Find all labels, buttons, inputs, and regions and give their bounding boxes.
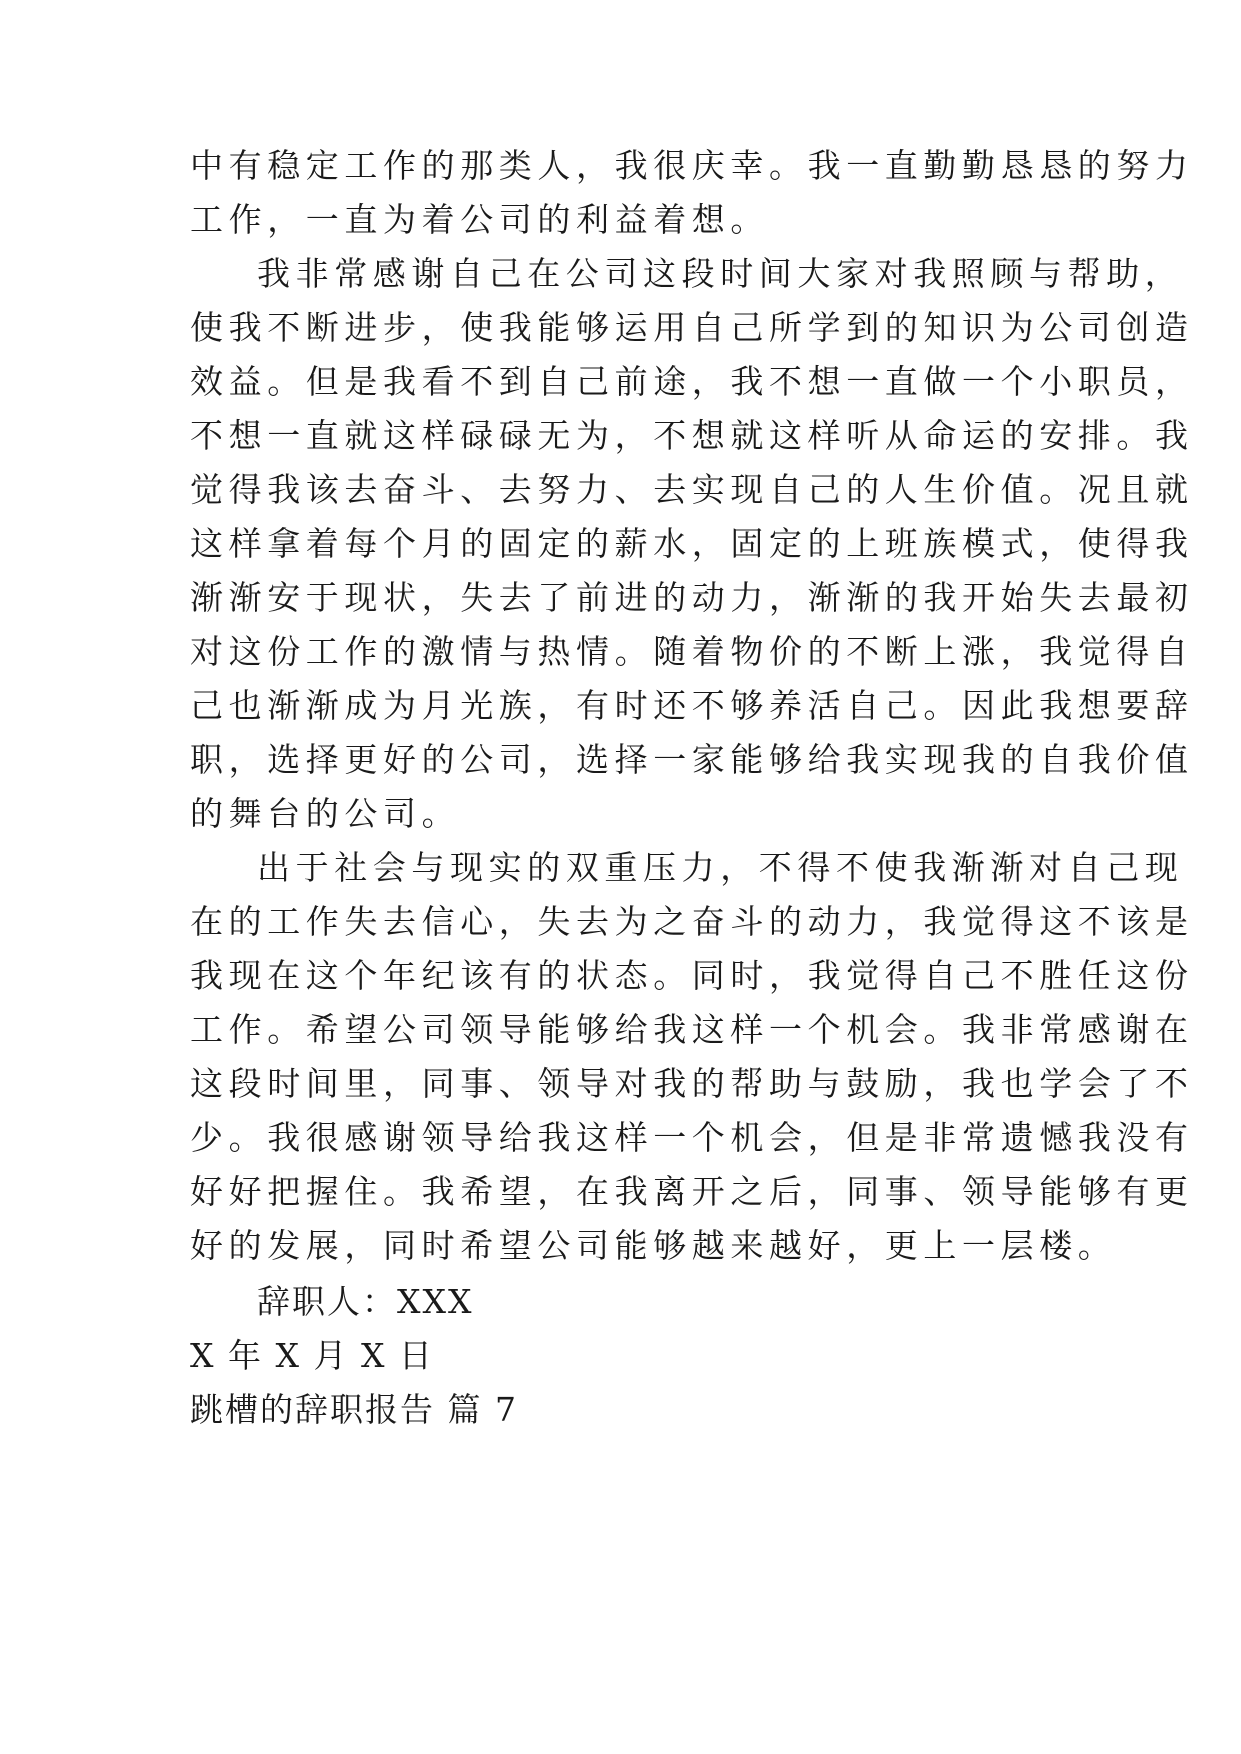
paragraph-3-line-5: 这段时间里，同事、领导对我的帮助与鼓励，我也学会了不 [190, 1064, 1194, 1103]
paragraph-3-line-3: 我现在这个年纪该有的状态。同时，我觉得自己不胜任这份 [190, 956, 1194, 995]
paragraph-2-line-6: 这样拿着每个月的固定的薪水，固定的上班族模式，使得我 [190, 524, 1194, 563]
date: X 年 X 月 X 日 [190, 1336, 434, 1375]
paragraph-3-line-1: 出于社会与现实的双重压力，不得不使我渐渐对自己现 [257, 848, 1184, 887]
paragraph-3-line-8: 好的发展，同时希望公司能够越来越好，更上一层楼。 [190, 1226, 1117, 1265]
next-section-title: 跳槽的辞职报告 篇 7 [190, 1390, 518, 1429]
paragraph-1-line-1: 中有稳定工作的那类人，我很庆幸。我一直勤勤恳恳的努力 [190, 146, 1194, 185]
paragraph-3-line-7: 好好把握住。我希望，在我离开之后，同事、领导能够有更 [190, 1172, 1194, 1211]
paragraph-1-line-2: 工作，一直为着公司的利益着想。 [190, 200, 769, 239]
paragraph-2-line-2: 使我不断进步，使我能够运用自己所学到的知识为公司创造 [190, 308, 1194, 347]
paragraph-2-line-10: 职，选择更好的公司，选择一家能够给我实现我的自我价值 [190, 740, 1194, 779]
paragraph-3-line-4: 工作。希望公司领导能够给我这样一个机会。我非常感谢在 [190, 1010, 1194, 1049]
paragraph-2-line-8: 对这份工作的激情与热情。随着物价的不断上涨，我觉得自 [190, 632, 1194, 671]
paragraph-2-line-4: 不想一直就这样碌碌无为，不想就这样听从命运的安排。我 [190, 416, 1194, 455]
paragraph-2-line-1: 我非常感谢自己在公司这段时间大家对我照顾与帮助， [257, 254, 1184, 293]
paragraph-2-line-7: 渐渐安于现状，失去了前进的动力，渐渐的我开始失去最初 [190, 578, 1194, 617]
paragraph-3-line-6: 少。我很感谢领导给我这样一个机会，但是非常遗憾我没有 [190, 1118, 1194, 1157]
paragraph-2-line-11: 的舞台的公司。 [190, 794, 461, 833]
paragraph-2-line-5: 觉得我该去奋斗、去努力、去实现自己的人生价值。况且就 [190, 470, 1194, 509]
paragraph-3-line-2: 在的工作失去信心，失去为之奋斗的动力，我觉得这不该是 [190, 902, 1194, 941]
paragraph-2-line-9: 己也渐渐成为月光族，有时还不够养活自己。因此我想要辞 [190, 686, 1194, 725]
signature: 辞职人：XXX [257, 1282, 474, 1321]
paragraph-2-line-3: 效益。但是我看不到自己前途，我不想一直做一个小职员， [190, 362, 1194, 401]
